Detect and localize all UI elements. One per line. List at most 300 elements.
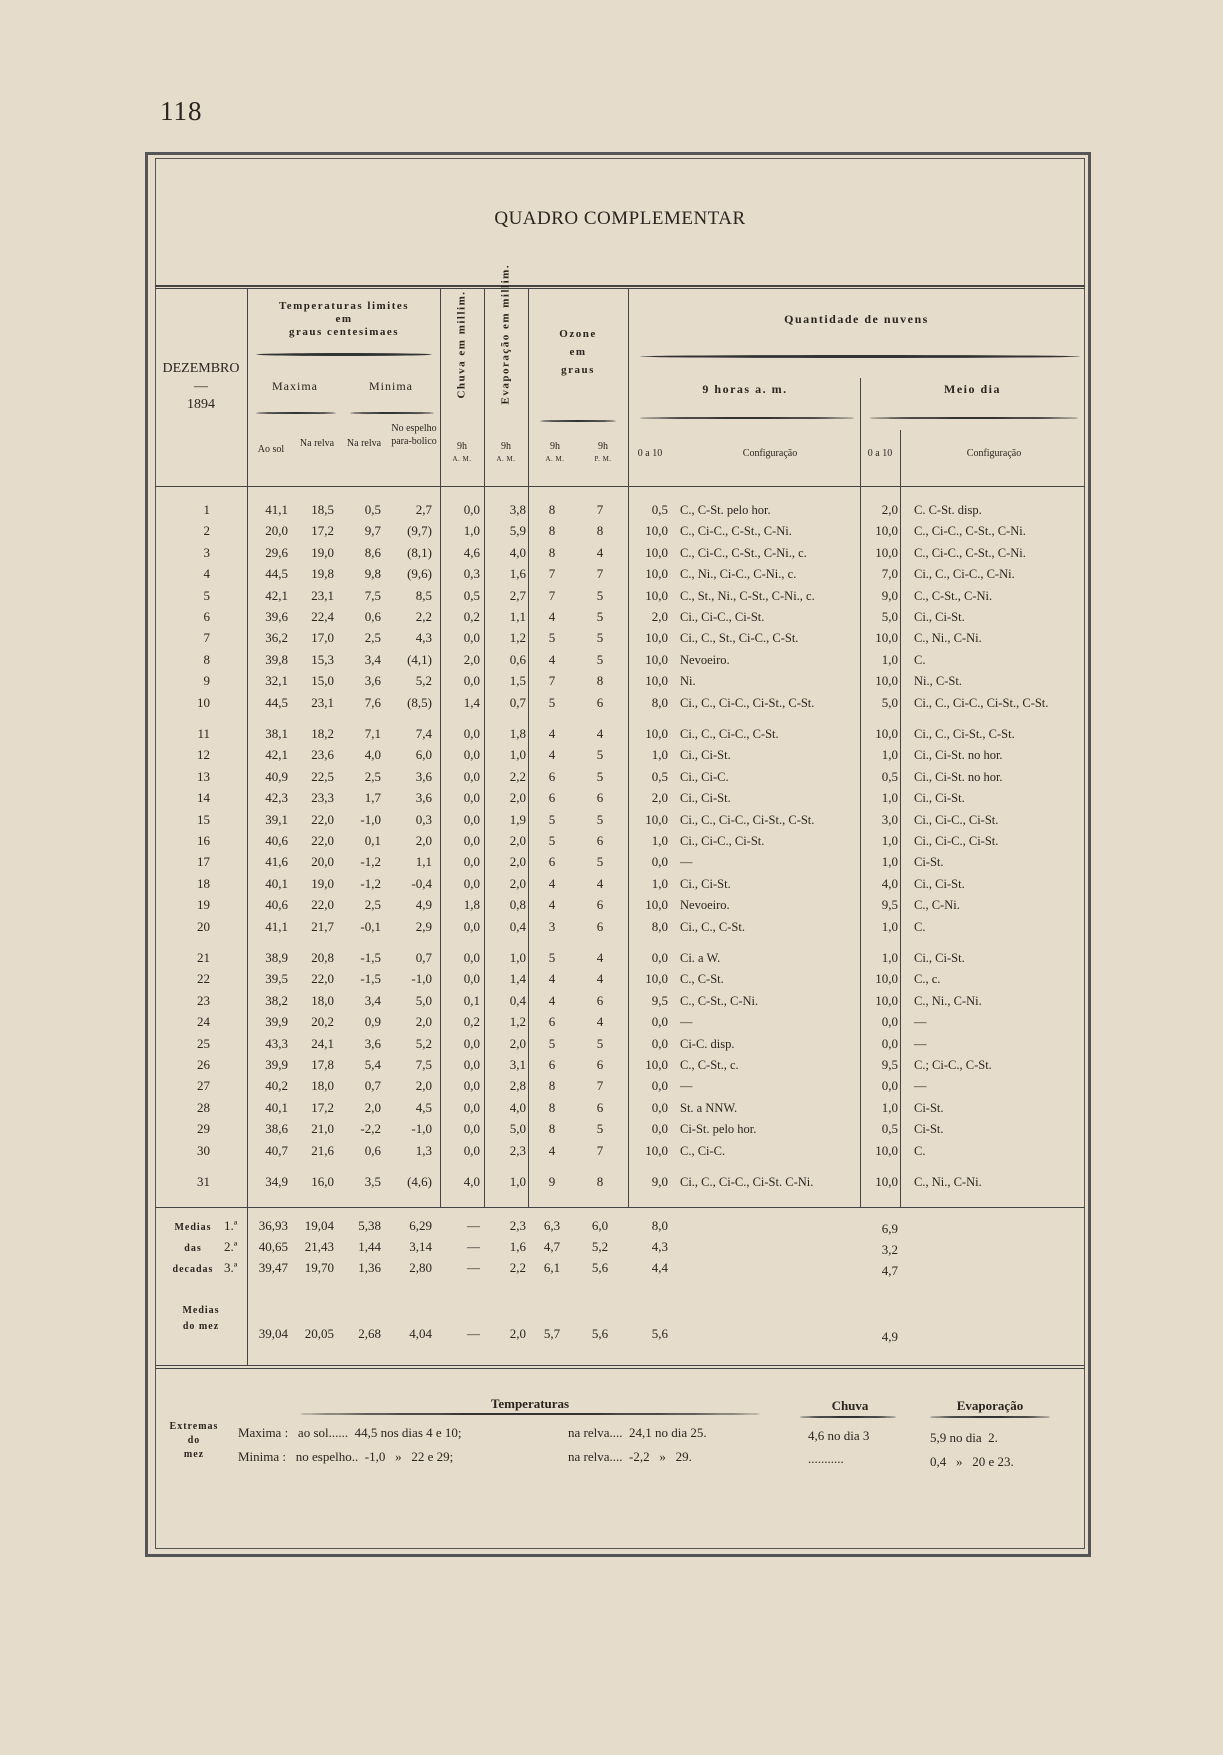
table-cell-b: 20,2 bbox=[311, 1014, 334, 1030]
table-cell-j: 9,5 bbox=[651, 992, 668, 1008]
table-cell-i: 5 bbox=[596, 630, 604, 646]
table-cell-j: 0,5 bbox=[651, 768, 668, 784]
table-cell-i: 7 bbox=[596, 1142, 604, 1158]
table-cell-g: 1,5 bbox=[509, 673, 526, 689]
table-cell-j: 0,0 bbox=[651, 1035, 668, 1051]
decada-cell-f: — bbox=[467, 1260, 480, 1275]
table-cell-j: 10,0 bbox=[645, 587, 668, 603]
table-cell-l: 9,0 bbox=[881, 587, 898, 603]
ozone-am-9h: 9h bbox=[550, 441, 560, 452]
table-cell-e: 2,9 bbox=[415, 918, 432, 934]
col-line-3 bbox=[484, 288, 485, 1207]
table-cell-b: 19,0 bbox=[311, 875, 334, 891]
table-cell-b: 22,0 bbox=[311, 833, 334, 848]
table-cell-d: 8 bbox=[203, 651, 210, 667]
table-cell-l: 1,0 bbox=[881, 790, 898, 806]
table-cell-b: 18,0 bbox=[311, 992, 334, 1008]
table-cell-i: 5 bbox=[596, 811, 604, 827]
table-cell-e: 7,5 bbox=[415, 1057, 432, 1072]
table-cell-d: 24 bbox=[197, 1014, 210, 1030]
table-cell-i: 6 bbox=[596, 833, 604, 848]
table-cell-m: Ci-St. bbox=[914, 1122, 944, 1137]
table-cell-d: 10 bbox=[197, 694, 210, 710]
table-cell-g: 4,0 bbox=[509, 544, 526, 560]
decada-cell-j: 8,0 bbox=[651, 1218, 668, 1233]
mez-cell-e: 4,04 bbox=[409, 1326, 432, 1341]
table-cell-c: 2,5 bbox=[364, 768, 381, 784]
table-cell-f: 0,0 bbox=[463, 854, 480, 870]
ozone-brace bbox=[540, 420, 616, 422]
table-cell-l: 1,0 bbox=[881, 854, 898, 870]
table-cell-l: 1,0 bbox=[881, 833, 898, 848]
table-cell-a: 40,6 bbox=[265, 897, 288, 913]
table-cell-k: Ci., Ci-St. bbox=[680, 791, 731, 806]
table-cell-h: 5 bbox=[548, 694, 556, 710]
ozone-line1: Ozone bbox=[559, 328, 597, 340]
table-cell-e: 2,0 bbox=[415, 833, 432, 848]
evaporacao-brace bbox=[930, 1416, 1050, 1418]
table-cell-m: C., Ci-C., C-St., C-Ni. bbox=[914, 545, 1026, 560]
decada-cell-c: 1,44 bbox=[358, 1239, 381, 1254]
table-cell-m: Ci., C., Ci-C., C-Ni. bbox=[914, 567, 1015, 582]
table-cell-a: 39,9 bbox=[265, 1057, 288, 1072]
table-cell-k: C., Ci-C., C-St., C-Ni., c. bbox=[680, 545, 807, 560]
table-cell-e: 7,4 bbox=[415, 726, 432, 741]
table-cell-a: 40,7 bbox=[265, 1142, 288, 1158]
table-cell-k: Ci-St. pelo hor. bbox=[680, 1122, 757, 1137]
year-label: 1894 bbox=[187, 397, 215, 412]
table-cell-b: 18,5 bbox=[311, 502, 334, 517]
table-cell-c: 3,4 bbox=[364, 992, 381, 1008]
table-cell-i: 7 bbox=[596, 1078, 604, 1094]
table-cell-l: 5,0 bbox=[881, 609, 898, 624]
table-cell-h: 7 bbox=[548, 673, 556, 689]
table-cell-c: -1,0 bbox=[360, 811, 381, 827]
table-cell-b: 17,0 bbox=[311, 630, 334, 646]
table-cell-j: 0,0 bbox=[651, 1121, 668, 1137]
table-cell-m: C., Ni., C-Ni. bbox=[914, 1175, 982, 1189]
table-cell-i: 6 bbox=[596, 790, 604, 806]
table-cell-h: 4 bbox=[548, 651, 556, 667]
table-cell-d: 12 bbox=[197, 747, 210, 763]
temp-group-line1: Temperaturas limites bbox=[278, 300, 410, 312]
table-cell-f: 0,0 bbox=[463, 833, 480, 848]
table-cell-b: 20,0 bbox=[311, 854, 334, 870]
decada-cell-i: 5,6 bbox=[591, 1260, 609, 1275]
chuva-brace bbox=[800, 1416, 896, 1418]
header-top-rule-thin bbox=[155, 288, 1085, 289]
table-cell-c: 3,5 bbox=[364, 1174, 381, 1189]
table-cell-d: 27 bbox=[197, 1078, 210, 1094]
chuva-9h: 9h bbox=[457, 441, 467, 452]
extremas-label-2: do bbox=[187, 1435, 201, 1446]
mez-cell-c: 2,68 bbox=[358, 1326, 381, 1341]
table-cell-m: Ci., Ci-St. no hor. bbox=[914, 769, 1003, 784]
table-cell-b: 21,6 bbox=[311, 1142, 334, 1158]
table-cell-l: 0,0 bbox=[881, 1078, 898, 1094]
table-cell-m: C., Ni., C-Ni. bbox=[914, 631, 982, 646]
table-cell-b: 15,3 bbox=[311, 651, 334, 667]
table-cell-d: 21 bbox=[197, 950, 210, 965]
table-cell-i: 8 bbox=[596, 523, 604, 539]
table-cell-a: 39,6 bbox=[265, 609, 288, 624]
table-cell-m: Ci., Ci-C., Ci-St. bbox=[914, 812, 999, 827]
table-cell-m: Ci., Ci-St. bbox=[914, 876, 965, 891]
extremas-chuva-min: ........... bbox=[808, 1451, 844, 1466]
table-cell-c: 1,7 bbox=[364, 790, 381, 806]
table-cell-k: — bbox=[680, 1079, 693, 1094]
table-cell-c: -2,2 bbox=[360, 1121, 381, 1137]
table-cell-i: 6 bbox=[596, 1099, 604, 1115]
table-cell-g: 4,0 bbox=[509, 1099, 526, 1115]
table-cell-d: 2 bbox=[203, 523, 210, 539]
extremas-maxima-relva: na relva.... 24,1 no dia 25. bbox=[568, 1425, 707, 1440]
table-cell-l: 3,0 bbox=[881, 811, 898, 827]
meio-config-header: Configuração bbox=[966, 448, 1022, 459]
table-cell-d: 15 bbox=[197, 811, 210, 827]
table-cell-h: 5 bbox=[548, 1035, 556, 1051]
extremas-minima-relva: na relva.... -2,2 » 29. bbox=[568, 1449, 692, 1464]
table-cell-k: C., C-St. pelo hor. bbox=[680, 503, 771, 517]
table-cell-j: 0,0 bbox=[651, 1014, 668, 1030]
table-cell-g: 0,4 bbox=[509, 918, 526, 934]
table-cell-b: 22,0 bbox=[311, 971, 334, 987]
table-cell-e: 2,2 bbox=[415, 609, 432, 624]
table-cell-c: 9,8 bbox=[364, 566, 381, 582]
ozone-line2: em bbox=[569, 346, 587, 358]
table-cell-k: Ci-C. disp. bbox=[680, 1036, 735, 1051]
table-cell-l: 0,0 bbox=[881, 1014, 898, 1030]
table-cell-l: 9,5 bbox=[881, 1057, 898, 1072]
table-cell-i: 5 bbox=[596, 854, 604, 870]
table-cell-e: 3,6 bbox=[415, 768, 432, 784]
table-cell-e: -1,0 bbox=[411, 1121, 432, 1137]
table-cell-f: 0,0 bbox=[463, 1099, 480, 1115]
table-cell-h: 4 bbox=[548, 726, 556, 741]
decada-cell-g: 1,6 bbox=[509, 1239, 526, 1254]
table-cell-c: 9,7 bbox=[364, 523, 381, 539]
table-cell-h: 8 bbox=[548, 1078, 556, 1094]
table-cell-k: Nevoeiro. bbox=[680, 898, 730, 913]
table-cell-c: 2,0 bbox=[364, 1099, 381, 1115]
table-cell-j: 9,0 bbox=[651, 1174, 668, 1189]
table-cell-e: 1,3 bbox=[415, 1142, 432, 1158]
table-cell-l: 10,0 bbox=[875, 523, 898, 539]
extremas-minima-line: Minima : no espelho.. -1,0 » 22 e 29; bbox=[238, 1449, 454, 1464]
table-title: QUADRO COMPLEMENTAR bbox=[494, 208, 746, 229]
table-cell-g: 1,0 bbox=[509, 747, 526, 763]
table-cell-c: 5,4 bbox=[364, 1057, 381, 1072]
table-cell-g: 0,4 bbox=[509, 992, 526, 1008]
table-cell-l: 10,0 bbox=[875, 1174, 898, 1189]
table-cell-c: 0,6 bbox=[364, 609, 381, 624]
table-cell-h: 5 bbox=[548, 811, 556, 827]
decada-cell-h: 6,1 bbox=[543, 1260, 561, 1275]
table-cell-c: -1,2 bbox=[360, 854, 381, 870]
table-cell-e: (4,6) bbox=[407, 1174, 432, 1189]
table-cell-j: 10,0 bbox=[645, 651, 668, 667]
table-cell-a: 42,3 bbox=[265, 790, 288, 806]
meio-dia-header: Meio dia bbox=[944, 382, 1001, 396]
table-cell-i: 6 bbox=[596, 992, 604, 1008]
table-cell-b: 22,0 bbox=[311, 897, 334, 913]
table-cell-i: 5 bbox=[596, 651, 604, 667]
temp-brace bbox=[256, 353, 432, 356]
temp-group-line2: em bbox=[335, 313, 353, 325]
table-cell-i: 7 bbox=[596, 566, 604, 582]
table-cell-e: 4,3 bbox=[415, 630, 432, 646]
table-cell-b: 23,1 bbox=[311, 587, 334, 603]
decada-number: 2.ª bbox=[224, 1239, 238, 1254]
medias-mez-2: do mez bbox=[182, 1321, 220, 1332]
table-cell-i: 5 bbox=[596, 747, 604, 763]
table-cell-m: C., C-Ni. bbox=[914, 898, 960, 913]
table-cell-a: 38,2 bbox=[265, 992, 288, 1008]
table-cell-k: Ci., Ci-C., Ci-St. bbox=[680, 834, 765, 848]
table-cell-d: 25 bbox=[197, 1035, 210, 1051]
table-cell-k: — bbox=[680, 855, 693, 870]
table-cell-m: C., C-St., C-Ni. bbox=[914, 588, 993, 603]
table-cell-k: C., St., Ni., C-St., C-Ni., c. bbox=[680, 588, 815, 603]
decada-cell-a: 40,65 bbox=[258, 1239, 288, 1254]
table-cell-e: 3,6 bbox=[415, 790, 432, 806]
table-cell-f: 0,0 bbox=[463, 790, 480, 806]
table-cell-j: 0,0 bbox=[651, 950, 668, 965]
table-cell-e: 0,3 bbox=[415, 811, 432, 827]
table-cell-i: 7 bbox=[596, 502, 604, 517]
table-cell-f: 1,8 bbox=[463, 897, 480, 913]
table-cell-g: 5,0 bbox=[509, 1121, 526, 1137]
table-cell-h: 8 bbox=[548, 544, 556, 560]
table-cell-j: 10,0 bbox=[645, 1057, 668, 1072]
col-line-2 bbox=[440, 288, 441, 1207]
table-cell-k: Ni. bbox=[680, 674, 696, 689]
table-cell-c: 0,5 bbox=[364, 502, 381, 517]
table-cell-a: 38,6 bbox=[265, 1121, 288, 1137]
table-cell-i: 4 bbox=[596, 875, 604, 891]
ozone-am: A. M. bbox=[545, 455, 565, 463]
table-cell-l: 0,0 bbox=[881, 1035, 898, 1051]
table-cell-d: 7 bbox=[203, 630, 210, 646]
table-cell-g: 5,9 bbox=[509, 523, 526, 539]
table-cell-g: 3,8 bbox=[509, 502, 526, 517]
table-cell-l: 0,5 bbox=[881, 768, 898, 784]
table-cell-c: 2,5 bbox=[364, 897, 381, 913]
table-cell-f: 0,1 bbox=[463, 992, 480, 1008]
table-cell-a: 39,8 bbox=[265, 651, 288, 667]
table-cell-b: 21,7 bbox=[311, 918, 334, 934]
table-cell-g: 1,2 bbox=[509, 1014, 526, 1030]
table-cell-k: Ci., Ci-C., Ci-St. bbox=[680, 610, 765, 624]
maxima-header: Maxima bbox=[272, 379, 318, 393]
table-cell-m: C. bbox=[914, 652, 926, 667]
decada-cell-i: 5,2 bbox=[591, 1239, 609, 1254]
table-cell-e: (8,1) bbox=[407, 544, 432, 560]
table-cell-a: 43,3 bbox=[265, 1035, 288, 1051]
na-relva-min-header: Na relva bbox=[346, 438, 382, 449]
table-cell-f: 0,2 bbox=[463, 609, 480, 624]
table-cell-l: 10,0 bbox=[875, 971, 898, 987]
table-cell-j: 10,0 bbox=[645, 544, 668, 560]
table-cell-g: 1,0 bbox=[509, 950, 526, 965]
table-cell-j: 0,0 bbox=[651, 854, 668, 870]
table-cell-k: C., Ci-C., C-St., C-Ni. bbox=[680, 524, 792, 539]
extremas-label-1: Extremas bbox=[169, 1421, 219, 1432]
table-cell-i: 8 bbox=[596, 1174, 604, 1189]
table-cell-b: 18,0 bbox=[311, 1078, 334, 1094]
table-cell-b: 22,0 bbox=[311, 811, 334, 827]
table-cell-g: 2,0 bbox=[509, 1035, 526, 1051]
table-cell-f: 0,0 bbox=[463, 502, 480, 517]
table-cell-a: 20,0 bbox=[265, 523, 288, 539]
table-cell-f: 0,0 bbox=[463, 1057, 480, 1072]
table-cell-h: 4 bbox=[548, 971, 556, 987]
table-cell-l: 1,0 bbox=[881, 950, 898, 965]
table-cell-b: 18,2 bbox=[311, 726, 334, 741]
table-cell-d: 18 bbox=[197, 875, 210, 891]
header-bottom-rule bbox=[155, 486, 1085, 487]
table-cell-c: -1,2 bbox=[360, 875, 381, 891]
table-cell-j: 10,0 bbox=[645, 811, 668, 827]
table-cell-h: 5 bbox=[548, 833, 556, 848]
table-cell-e: 0,7 bbox=[415, 950, 432, 965]
table-cell-e: 2,0 bbox=[415, 1078, 432, 1094]
table-cell-g: 1,0 bbox=[509, 1174, 526, 1189]
extremas-chuva-header: Chuva bbox=[831, 1398, 869, 1413]
table-cell-d: 30 bbox=[197, 1142, 210, 1158]
table-cell-e: -1,0 bbox=[411, 971, 432, 987]
table-cell-m: C. bbox=[914, 919, 926, 934]
table-cell-f: 0,0 bbox=[463, 918, 480, 934]
table-cell-c: 3,4 bbox=[364, 651, 381, 667]
table-cell-f: 0,0 bbox=[463, 673, 480, 689]
table-cell-f: 1,0 bbox=[463, 523, 480, 539]
table-cell-e: -0,4 bbox=[411, 875, 432, 891]
table-cell-h: 7 bbox=[548, 566, 556, 582]
decada-cell-j: 4,3 bbox=[651, 1239, 668, 1254]
table-cell-k: Ci., Ci-C. bbox=[680, 769, 729, 784]
table-cell-f: 0,0 bbox=[463, 726, 480, 741]
table-cell-h: 6 bbox=[548, 1057, 556, 1072]
table-cell-d: 22 bbox=[197, 971, 210, 987]
col-line-7 bbox=[900, 430, 901, 1207]
table-cell-c: 8,6 bbox=[364, 544, 381, 560]
col-line-4 bbox=[528, 288, 529, 1207]
decada-cell-e: 3,14 bbox=[409, 1239, 432, 1254]
table-cell-c: -1,5 bbox=[360, 971, 381, 987]
table-cell-c: 2,5 bbox=[364, 630, 381, 646]
table-cell-g: 3,1 bbox=[509, 1057, 526, 1072]
table-cell-a: 29,6 bbox=[265, 544, 288, 560]
table-cell-g: 1,1 bbox=[509, 609, 526, 624]
mez-cell-f: — bbox=[467, 1326, 480, 1341]
chuva-9h-header bbox=[441, 440, 483, 466]
table-cell-g: 1,2 bbox=[509, 630, 526, 646]
table-cell-m: Ci., Ci-St. bbox=[914, 610, 965, 624]
table-cell-f: 4,0 bbox=[463, 1174, 480, 1189]
table-cell-f: 0,0 bbox=[463, 875, 480, 891]
table-cell-i: 6 bbox=[596, 897, 604, 913]
table-cell-a: 38,9 bbox=[265, 950, 288, 965]
table-cell-j: 2,0 bbox=[651, 609, 668, 624]
table-cell-a: 44,5 bbox=[265, 694, 288, 710]
table-cell-d: 28 bbox=[197, 1099, 210, 1115]
table-cell-k: St. a NNW. bbox=[680, 1100, 738, 1115]
table-cell-h: 6 bbox=[548, 790, 556, 806]
table-cell-c: 7,5 bbox=[364, 587, 381, 603]
table-cell-k: C., C-St., C-Ni. bbox=[680, 993, 759, 1008]
table-cell-e: (8,5) bbox=[407, 694, 432, 710]
table-cell-m: C. C-St. disp. bbox=[914, 503, 982, 517]
table-cell-a: 36,2 bbox=[265, 630, 288, 646]
table-cell-j: 10,0 bbox=[645, 897, 668, 913]
table-cell-h: 4 bbox=[548, 875, 556, 891]
table-cell-g: 0,7 bbox=[509, 694, 526, 710]
table-cell-d: 29 bbox=[197, 1121, 210, 1137]
table-cell-c: 0,6 bbox=[364, 1142, 381, 1158]
header-top-rule bbox=[155, 285, 1085, 287]
table-cell-b: 19,8 bbox=[311, 566, 334, 582]
table-cell-i: 4 bbox=[596, 950, 604, 965]
table-cell-a: 44,5 bbox=[265, 566, 288, 582]
table-cell-f: 4,6 bbox=[463, 544, 480, 560]
table-cell-d: 3 bbox=[203, 544, 210, 560]
decada-cell-e: 6,29 bbox=[409, 1218, 432, 1233]
minima-header: Minima bbox=[369, 379, 413, 393]
decada-cell-c: 5,38 bbox=[358, 1218, 381, 1233]
ozone-pm-header bbox=[580, 440, 626, 466]
table-cell-m: C., Ci-C., C-St., C-Ni. bbox=[914, 524, 1026, 539]
table-cell-i: 4 bbox=[596, 726, 604, 741]
table-cell-i: 6 bbox=[596, 918, 604, 934]
extremas-temperaturas-header: Temperaturas bbox=[490, 1396, 570, 1411]
table-cell-i: 4 bbox=[596, 544, 604, 560]
table-cell-h: 8 bbox=[548, 1099, 556, 1115]
table-cell-m: Ci., Ci-C., Ci-St. bbox=[914, 834, 999, 848]
table-cell-h: 8 bbox=[548, 523, 556, 539]
table-cell-k: Ci., C., Ci-C., Ci-St. C-Ni. bbox=[680, 1175, 814, 1189]
table-cell-a: 39,9 bbox=[265, 1014, 288, 1030]
mez-cell-a: 39,04 bbox=[258, 1326, 288, 1341]
table-cell-g: 2,0 bbox=[509, 833, 526, 848]
table-cell-m: Ci-St. bbox=[914, 1100, 944, 1115]
table-cell-e: 2,0 bbox=[415, 1014, 432, 1030]
table-cell-d: 20 bbox=[197, 918, 210, 934]
table-cell-h: 4 bbox=[548, 747, 556, 763]
decada-cell-b: 19,70 bbox=[304, 1260, 334, 1275]
table-cell-c: 7,6 bbox=[364, 694, 381, 710]
medias-label-2: das bbox=[184, 1243, 202, 1254]
nuvens-brace bbox=[640, 355, 1080, 358]
table-cell-j: 10,0 bbox=[645, 1142, 668, 1158]
table-cell-m: — bbox=[914, 1079, 927, 1094]
table-cell-l: 9,5 bbox=[881, 897, 898, 913]
table-cell-j: 0,0 bbox=[651, 1078, 668, 1094]
meio-dia-brace bbox=[870, 417, 1078, 419]
table-cell-g: 2,8 bbox=[509, 1078, 526, 1094]
table-cell-l: 1,0 bbox=[881, 1099, 898, 1115]
table-cell-j: 0,5 bbox=[651, 502, 668, 517]
table-cell-h: 4 bbox=[548, 992, 556, 1008]
table-cell-i: 5 bbox=[596, 1035, 604, 1051]
table-cell-l: 2,0 bbox=[881, 502, 898, 517]
evap-9h-header bbox=[485, 440, 527, 466]
extremas-chuva-max: 4,6 no dia 3 bbox=[808, 1428, 870, 1443]
table-cell-b: 22,4 bbox=[311, 609, 334, 624]
table-cell-h: 9 bbox=[548, 1174, 556, 1189]
extremas-evap-min: 0,4 » 20 e 23. bbox=[930, 1454, 1014, 1469]
decada-cell-l: 4,7 bbox=[881, 1263, 898, 1278]
